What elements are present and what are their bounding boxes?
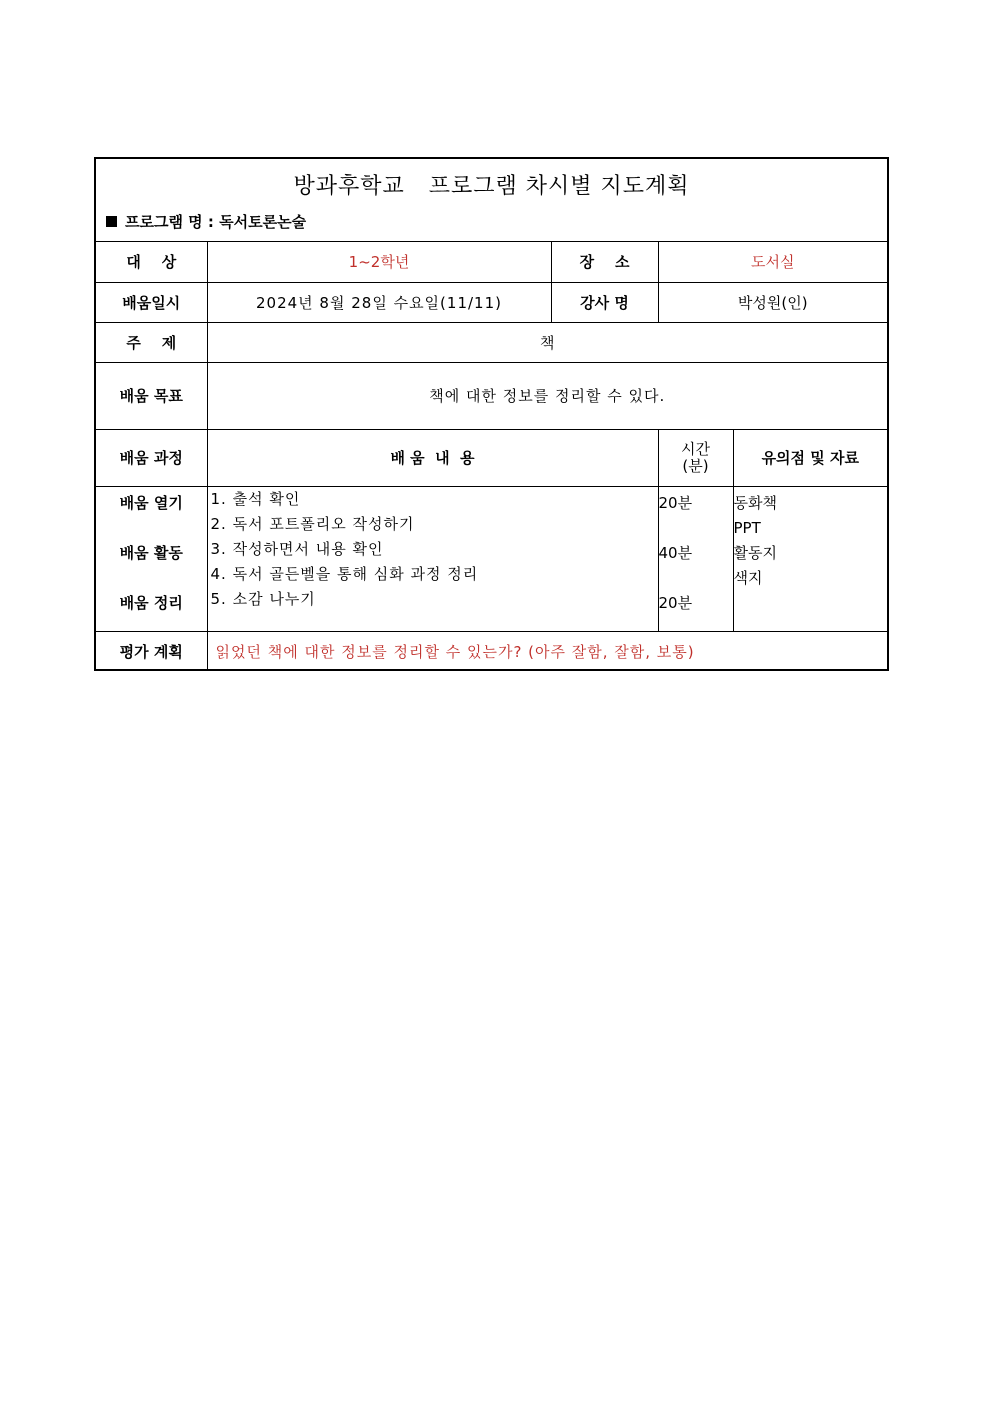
time-item <box>659 516 733 541</box>
row-goal <box>96 362 887 429</box>
target-label: 대 상 <box>96 241 207 282</box>
date-value: 2024년 8월 28일 수요일(11/11) <box>207 282 551 322</box>
materials-cell <box>733 486 887 631</box>
row-evaluation <box>96 631 887 671</box>
material-item: 색지 <box>733 568 763 587</box>
content-item: 4. 독서 골든벨을 통해 심화 과정 정리 <box>210 564 479 583</box>
content-item: 3. 작성하면서 내용 확인 <box>210 539 384 558</box>
row-target <box>96 241 887 282</box>
content-item: 2. 독서 포트폴리오 작성하기 <box>210 514 415 533</box>
time-item: 20분 <box>658 593 693 612</box>
material-item: 동화책 <box>733 493 777 512</box>
lesson-plan-sheet <box>94 157 889 671</box>
title-block <box>96 159 887 242</box>
process-header: 배움 과정 <box>96 429 207 486</box>
teacher-value: 박성원(인) <box>658 282 887 322</box>
evaluation-label: 평가 계획 <box>96 631 207 671</box>
time-item: 20분 <box>658 493 693 512</box>
stage-item <box>96 566 207 591</box>
time-header-line2: (분) <box>682 456 709 475</box>
place-label: 장 소 <box>551 241 658 282</box>
place-value: 도서실 <box>658 241 887 282</box>
black-square-icon <box>106 216 117 227</box>
row-process-header <box>96 429 887 486</box>
time-cell <box>658 486 733 631</box>
time-item: 40분 <box>658 543 693 562</box>
teacher-label: 강사 명 <box>551 282 658 322</box>
materials-header: 유의점 및 자료 <box>733 429 887 486</box>
content-cell <box>207 486 658 631</box>
target-value: 1~2학년 <box>207 241 551 282</box>
row-topic <box>96 322 887 362</box>
goal-value: 책에 대한 정보를 정리할 수 있다. <box>207 362 887 429</box>
date-label: 배움일시 <box>96 282 207 322</box>
content-header: 배 움 내 용 <box>207 429 658 486</box>
topic-label: 주 제 <box>96 322 207 362</box>
stage-item: 배움 정리 <box>119 593 183 612</box>
row-date <box>96 282 887 322</box>
goal-label: 배움 목표 <box>96 362 207 429</box>
topic-value: 책 <box>207 322 887 362</box>
document-title: 방과후학교 프로그램 차시별 지도계획 <box>293 174 690 199</box>
time-header <box>658 429 733 486</box>
program-name-line <box>106 211 306 232</box>
program-name: 프로그램 명 : 독서토론논술 <box>125 213 307 231</box>
stage-item: 배움 활동 <box>119 543 183 562</box>
material-item: PPT <box>733 518 761 537</box>
plan-table <box>96 241 887 671</box>
content-item: 5. 소감 나누기 <box>210 589 316 608</box>
content-item: 1. 출석 확인 <box>210 489 301 508</box>
material-item: 활동지 <box>733 543 777 562</box>
time-header-line1: 시간 <box>681 439 710 458</box>
time-item <box>659 566 733 591</box>
evaluation-value: 읽었던 책에 대한 정보를 정리할 수 있는가? (아주 잘함, 잘함, 보통) <box>207 631 887 671</box>
stage-cell <box>96 486 207 631</box>
stage-item: 배움 열기 <box>119 493 183 512</box>
stage-item <box>96 516 207 541</box>
row-process-body <box>96 486 887 631</box>
